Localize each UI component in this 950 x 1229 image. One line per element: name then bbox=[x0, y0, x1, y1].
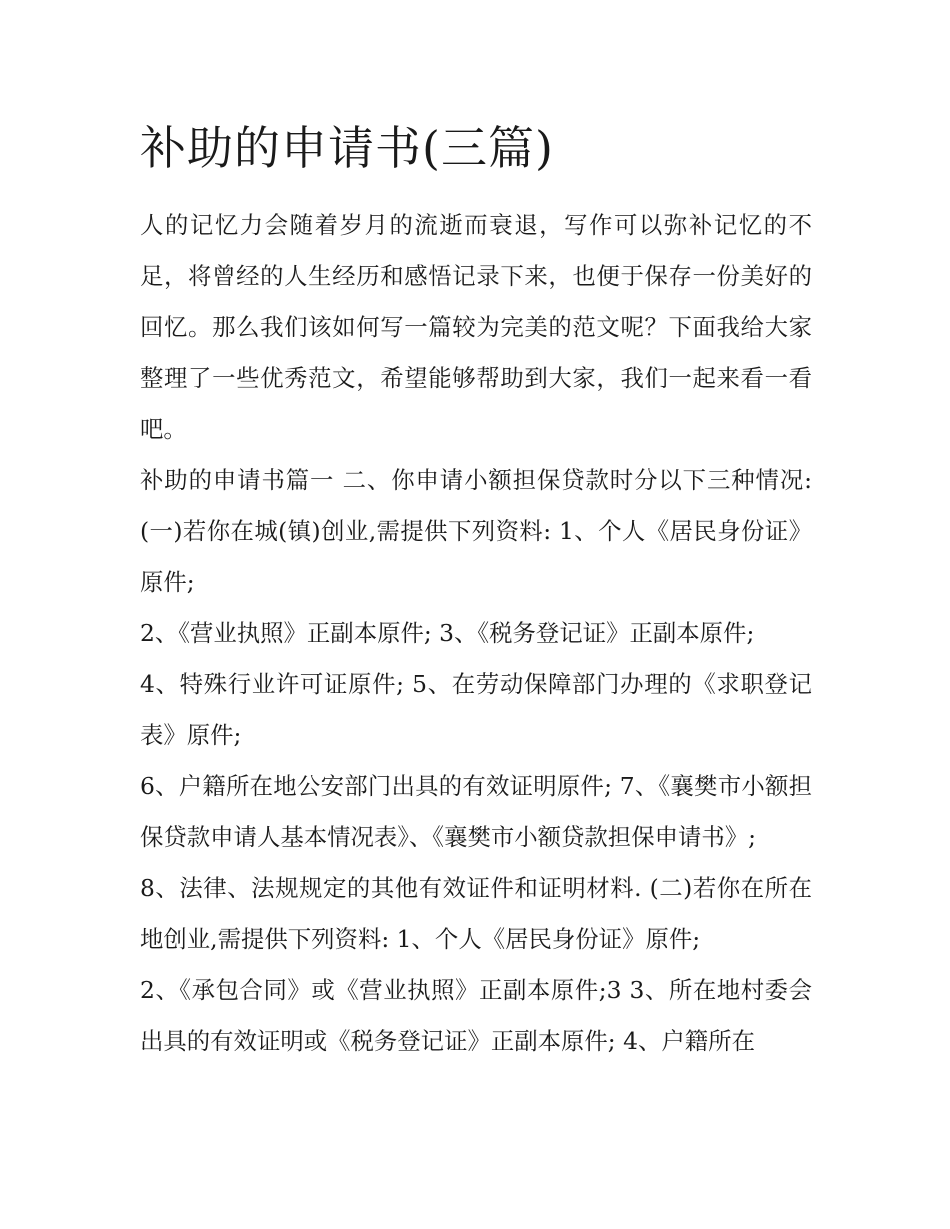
paragraph-rural-items: 2、《承包合同》或《营业执照》正副本原件;3 3、所在地村委会出具的有效证明或《税务登记证》正副本原件; 4、户籍所在 bbox=[140, 976, 812, 1055]
paragraph-intro: 人的记忆力会随着岁月的流逝而衰退，写作可以弥补记忆的不足，将曾经的人生经历和感悟记录下来，也便于保存一份美好的回忆。那么我们该如何写一篇较为完美的范文呢？下面我给大家整理了一些优秀范文，希望能够帮助到大家，我们一起来看一看吧。 bbox=[140, 211, 812, 443]
paragraph-item-4-5: 4、特殊行业许可证原件; 5、在劳动保障部门办理的《求职登记表》原件; bbox=[140, 670, 812, 749]
document-title: 补助的申请书(三篇) bbox=[140, 121, 554, 175]
document-page bbox=[140, 114, 812, 1067]
paragraph-item-6-7: 6、户籍所在地公安部门出具的有效证明原件; 7、《襄樊市小额担保贷款申请人基本情况表》、《襄樊市小额贷款担保申请书》; bbox=[140, 772, 812, 851]
paragraph-section-one: 补助的申请书篇一 二、你申请小额担保贷款时分以下三种情况: (一)若你在城(镇)创业,需提供下列资料: 1、个人《居民身份证》原件; bbox=[140, 466, 812, 596]
paragraph-item-2-3: 2、《营业执照》正副本原件; 3、《税务登记证》正副本原件; bbox=[140, 619, 755, 647]
paragraph-item-8: 8、法律、法规规定的其他有效证件和证明材料. (二)若你在所在地创业,需提供下列资料: 1、个人《居民身份证》原件; bbox=[140, 874, 812, 953]
